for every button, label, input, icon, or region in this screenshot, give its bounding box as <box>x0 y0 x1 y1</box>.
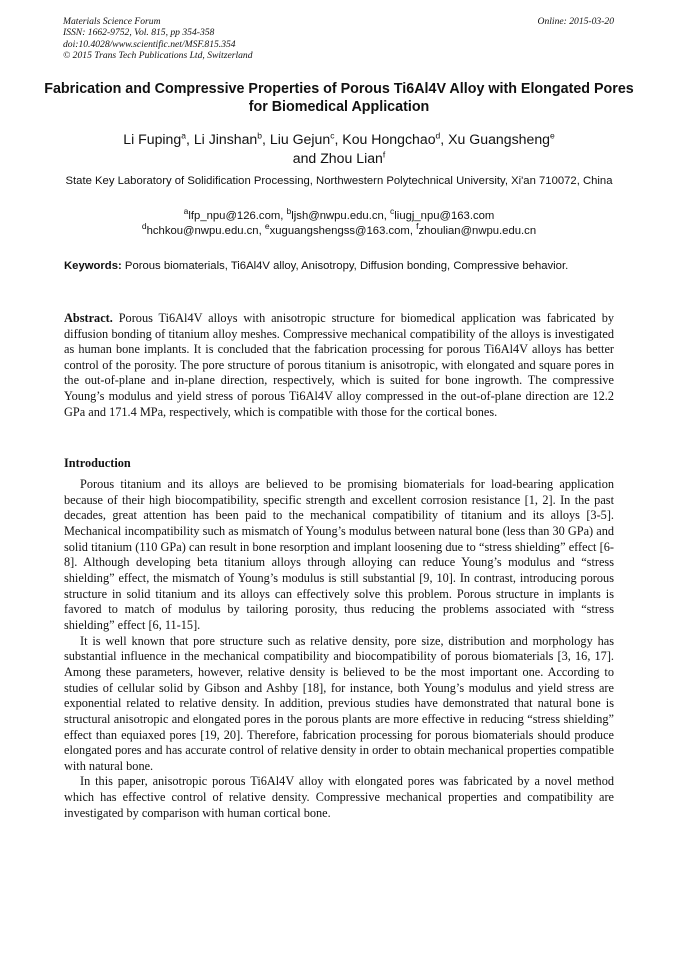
author-list: Li Fuping$^a$, Li Jinshan$^b$, Liu Gejun$^c$, Kou Hongchao$^d$, Xu Guangsheng$^e$ and Zhou Lian$^f$ <box>123 130 555 166</box>
paragraph: In this paper, anisotropic porous Ti6Al4V alloy with elongated pores was fabricated by a novel method which has effective control of relative density. Compressive mechanical properties and compatibility are investigated by comparison with human cortical bone. <box>64 774 614 820</box>
author-mark: a <box>181 130 186 141</box>
keywords-label: Keywords: <box>64 260 122 272</box>
online-date: Online: 2015-03-20 <box>537 16 614 27</box>
author-mark: b <box>257 130 263 141</box>
section-heading-introduction: Introduction <box>64 456 131 470</box>
email-address: xuguangshengss@163.com <box>269 224 410 237</box>
affiliation: State Key Laboratory of Solidification Processing, Northwestern Polytechnical University, Xi'an 710072, China <box>65 175 613 187</box>
paper-title: Fabrication and Compressive Properties of Porous Ti6Al4V Alloy with Elongated Pores for Biomedical Application <box>44 81 634 116</box>
email-mark: f <box>416 221 419 232</box>
email-line: $^d$hchkou@nwpu.edu.cn, $^e$xuguangshengss@163.com, $^f$zhoulian@nwpu.edu.cn <box>141 221 537 237</box>
abstract-text: Porous Ti6Al4V alloys with anisotropic structure for biomedical application was fabricated by diffusion bonding of titanium alloy meshes. Compressive mechanical compatibility of the alloys is investigated as human bone implants. It is concluded that the fabrication processing for porous Ti6Al4V alloys has better control of the porosity. The pore structure of porous titanium is anisotropic, with elongated and square pores in the out-of-plane and in-plane direction, respectively, which is suited for bone ingrowth. The compressive Young’s modulus and yield stress of porous Ti6Al4V alloy compressed in the out-of-plane direction are 12.2 GPa and 171.4 MPa, respectively, which is compatible with those for the cortical bones. <box>64 311 614 419</box>
email-mark: c <box>390 206 395 217</box>
author-name: Xu Guangsheng <box>448 131 550 147</box>
email-address: zhoulian@nwpu.edu.cn <box>418 224 537 237</box>
issn-line: ISSN: 1662-9752, Vol. 815, pp 354-358 <box>63 27 215 39</box>
author-mark: f <box>382 148 386 159</box>
email-address: lfp_npu@126.com <box>188 210 281 222</box>
author-name: Zhou Lian <box>320 149 383 166</box>
author-name: Kou Hongchao <box>342 131 436 147</box>
author-name: Liu Gejun <box>269 131 331 147</box>
author-mark: d <box>435 130 441 141</box>
email-address: ljsh@nwpu.edu.cn <box>291 210 384 222</box>
paragraph: It is well known that pore structure such as relative density, pore size, distribution and morphology has substantial influence in the mechanical compatibility and biocompatibility of porous biomaterials [3, 16, 17]. Among these parameters, however, relative density is believed to be the most important one. According to studies of cellular solid by Gibson and Ashby [18], for instance, both Young’s modulus and yield stress are exponential related to relative density. In addition, previous studies have demonstrated that natural bone is structural anisotropic and elongated pores in the porous plants are more effective in reducing “stress shielding” effect than equiaxed pores [19, 20]. Therefore, fabrication processing for porous biomaterials should produce elongated pores and has accurate control of relative density in order to obtain mechanical properties compatible with natural bone. <box>64 633 614 773</box>
keywords-text: Porous biomaterials, Ti6Al4V alloy, Anisotropy, Diffusion bonding, Compressive behavior. <box>124 260 569 272</box>
copyright-line: © 2015 Trans Tech Publications Ltd, Switzerland <box>63 50 253 62</box>
journal-name: Materials Science Forum <box>63 16 161 27</box>
abstract <box>64 311 614 420</box>
doi-line: doi:10.4028/www.scientific.net/MSF.815.354 <box>63 38 236 50</box>
email-mark: e <box>264 221 270 232</box>
author-name: Li Jinshan <box>193 131 258 147</box>
email-mark: a <box>183 206 189 217</box>
paragraph: Porous titanium and its alloys are believed to be promising biomaterials for load-bearing application because of their high biocompatibility, specific strength and excellent corrosion resistance [1, 2]. In the past decades, great attention has been paid to the mechanical compatibility of titanium and its alloys [3-5]. Mechanical incompatibility such as mismatch of Young’s modulus between natural bone (less than 30 GPa) and solid titanium (110 GPa) can result in bone resorption and implant loosening due to “stress shielding” effect [6-8]. Although developing beta titanium alloys through alloying can reduce Young’s modulus and “stress shielding” effect, the mismatch of Young’s modulus is still substantial [9, 10]. In contrast, introducing porous structure in solid titanium and its alloys can effectively solve this problem. Porous structure in implants is favored to match of modulus by tailoring porosity, thus reducing the problems associated with “stress shielding” effect [6, 11-15]. <box>64 477 614 632</box>
email-mark: d <box>141 221 147 232</box>
email-line: $^a$lfp_npu@126.com, $^b$ljsh@nwpu.edu.cn, $^c$liugj_npu@163.com <box>183 206 495 222</box>
email-address: hchkou@nwpu.edu.cn <box>146 224 259 237</box>
author-name: Li Fuping <box>123 131 182 147</box>
email-list <box>40 206 638 239</box>
introduction-body <box>64 477 614 821</box>
email-address: liugj_npu@163.com <box>394 210 495 222</box>
author-mark: c <box>330 130 335 141</box>
journal-header <box>63 16 253 62</box>
email-mark: b <box>286 206 292 217</box>
author-mark: e <box>550 130 555 141</box>
keywords <box>64 259 614 274</box>
abstract-label: Abstract. <box>64 311 113 325</box>
